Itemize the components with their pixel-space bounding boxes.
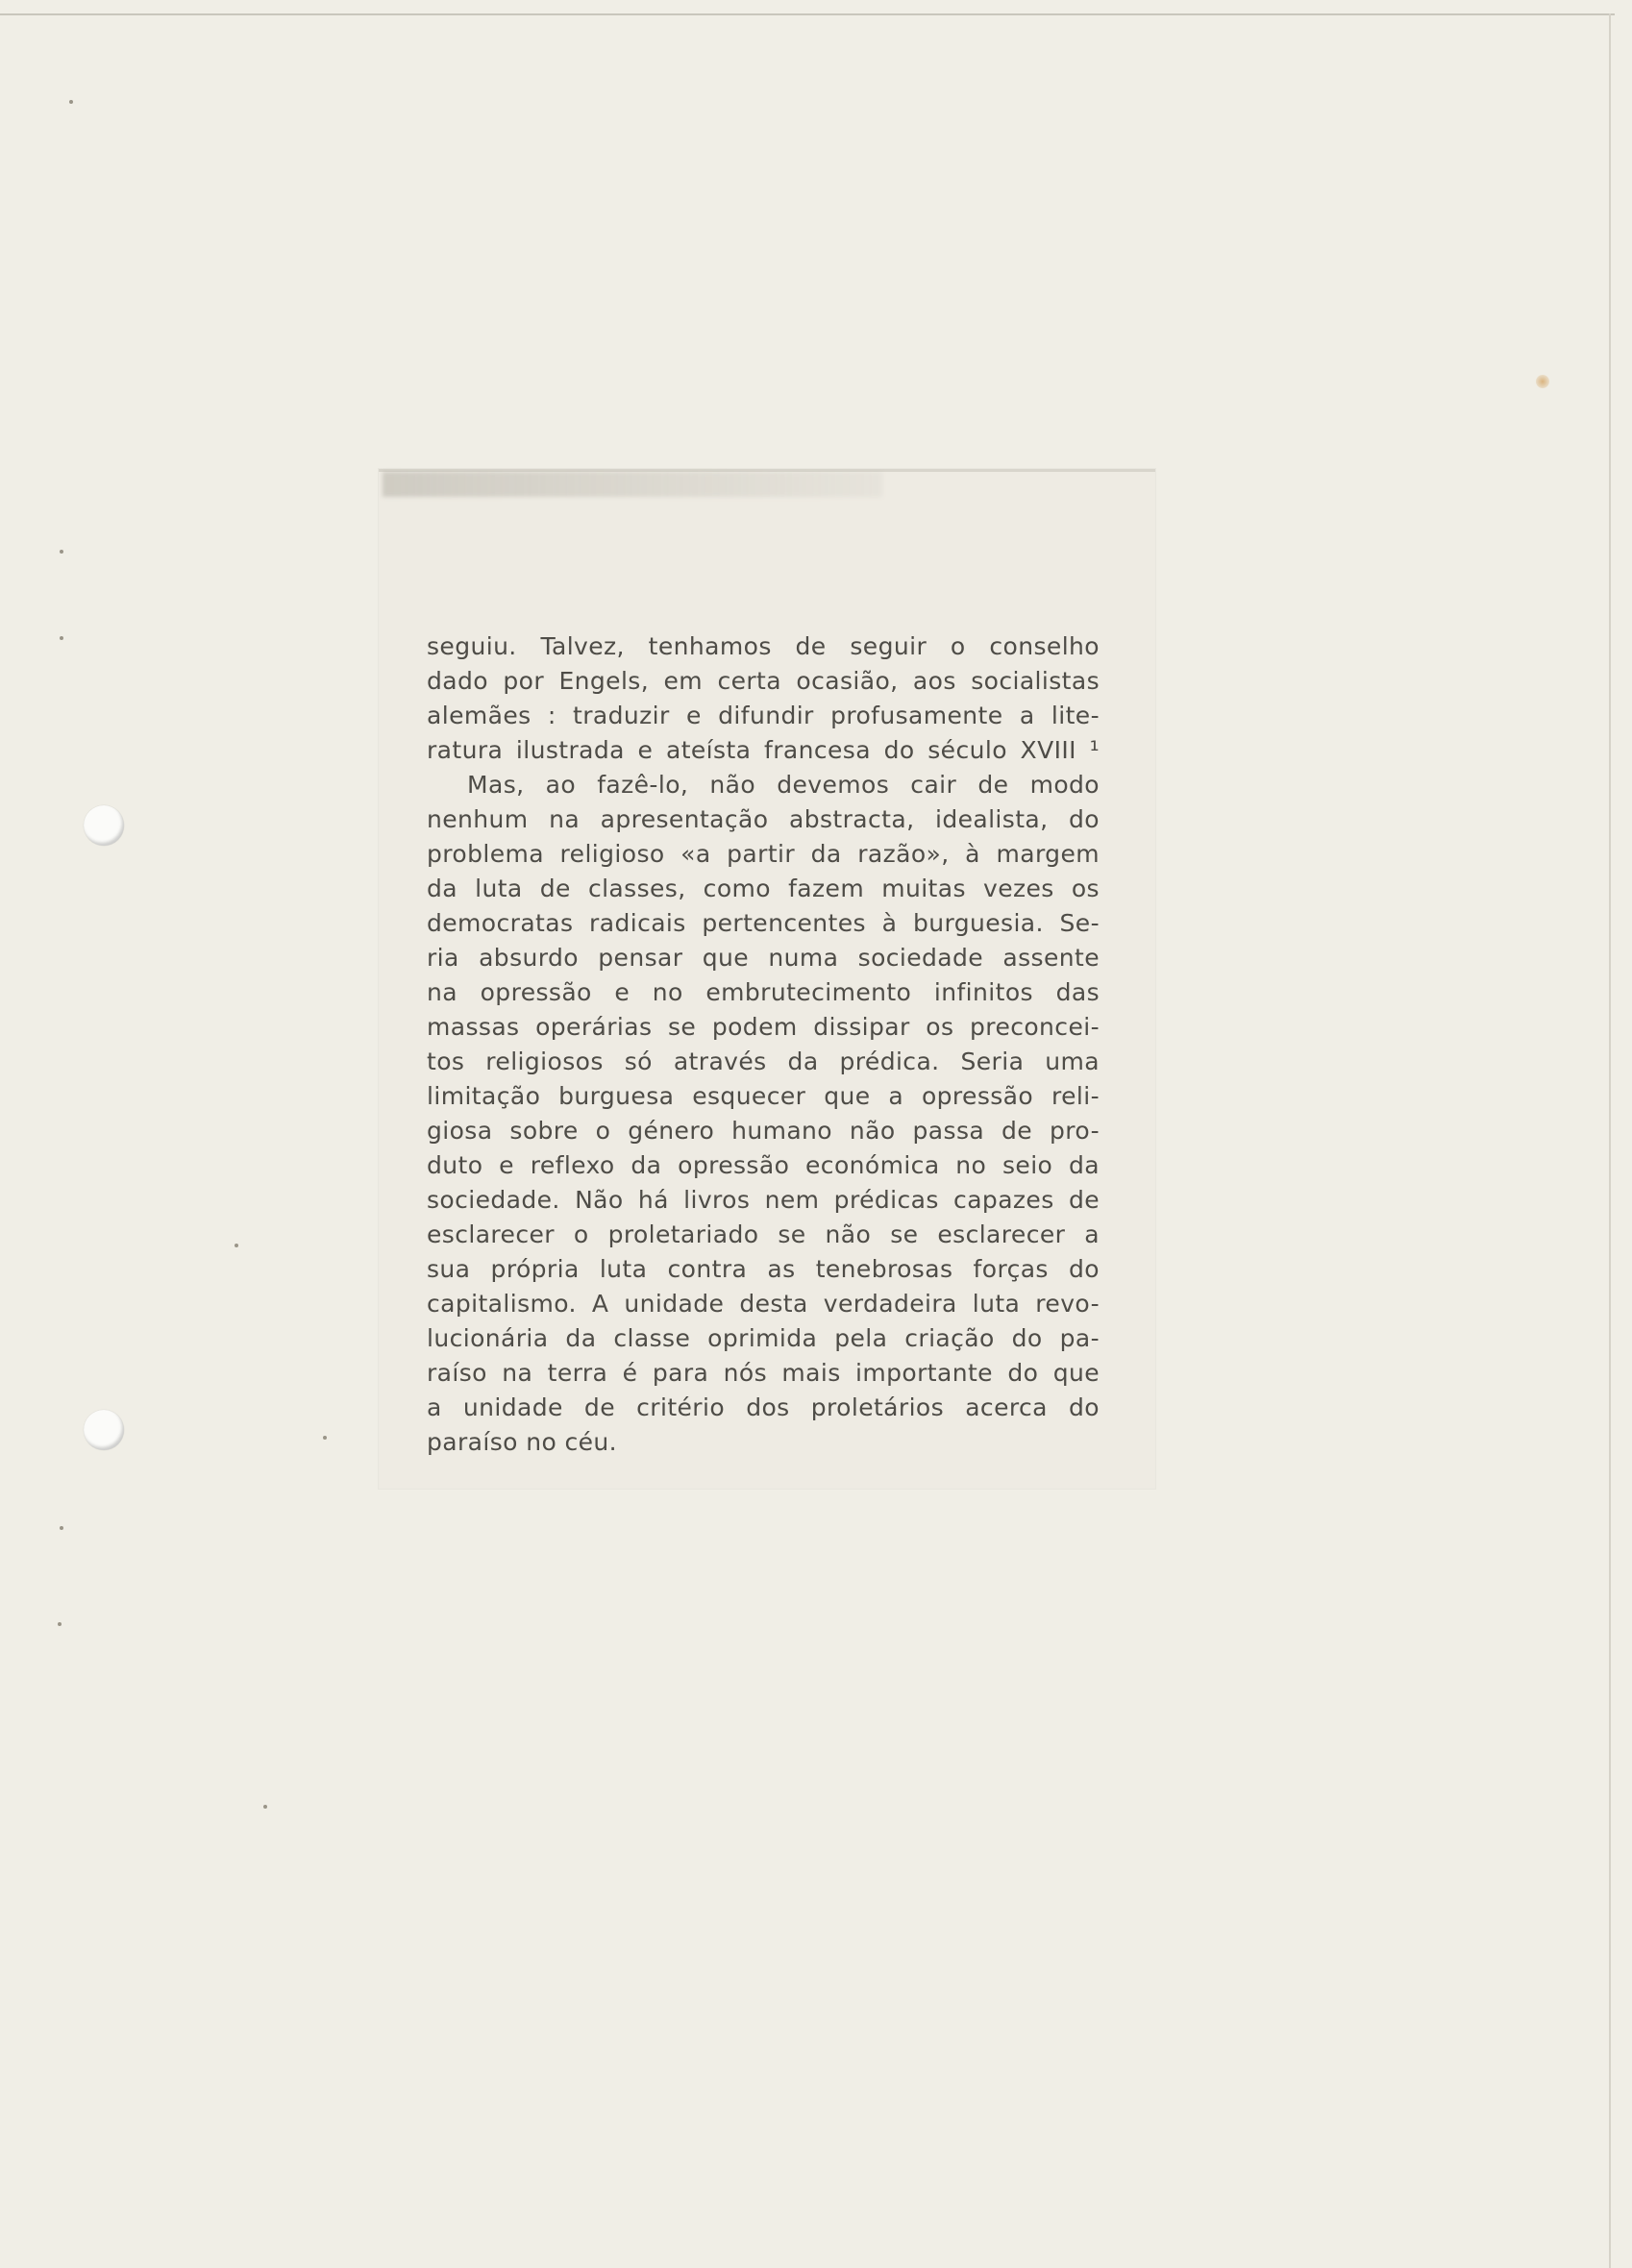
clipping-text-block	[427, 629, 1100, 1460]
text-line: na opressão e no embrutecimento infinitos das	[427, 978, 1100, 1006]
punch-hole-lower	[84, 1410, 124, 1450]
paper-speck	[323, 1436, 327, 1440]
text-line: seguiu. Talvez, tenhamos de seguir o conselho	[427, 632, 1100, 660]
text-line: sua própria luta contra as tenebrosas forças do	[427, 1255, 1100, 1283]
text-line: tos religiosos só através da prédica. Seria uma	[427, 1048, 1100, 1075]
text-line: problema religioso «a partir da razão», à margem	[427, 840, 1100, 868]
text-line: dado por Engels, em certa ocasião, aos socialistas	[427, 667, 1100, 695]
paper-speck	[69, 100, 73, 104]
text-line: massas operárias se podem dissipar os preconcei-	[427, 1013, 1100, 1041]
newspaper-clipping	[379, 469, 1155, 1489]
paper-speck	[60, 550, 63, 554]
text-line: paraíso no céu.	[427, 1428, 618, 1456]
paper-speck	[60, 1526, 63, 1530]
clipping-bleed-through	[383, 472, 882, 497]
text-line: alemães : traduzir e difundir profusamente a lite-	[427, 702, 1100, 729]
text-line: capitalismo. A unidade desta verdadeira luta revo-	[427, 1290, 1100, 1318]
text-line: limitação burguesa esquecer que a opressão reli-	[427, 1082, 1100, 1110]
text-line: esclarecer o proletariado se não se esclarecer a	[427, 1220, 1100, 1248]
paper-speck	[235, 1244, 238, 1247]
text-line: a unidade de critério dos proletários acerca do	[427, 1393, 1100, 1421]
paper-speck	[58, 1622, 62, 1626]
paper-top-edge	[0, 13, 1615, 15]
text-line: democratas radicais pertencentes à burguesia. Se-	[427, 909, 1100, 937]
text-line: duto e reflexo da opressão económica no seio da	[427, 1151, 1100, 1179]
paper-stain	[1536, 375, 1549, 388]
text-line: lucionária da classe oprimida pela criação do pa-	[427, 1324, 1100, 1352]
text-line: ratura ilustrada e ateísta francesa do século XVIII ¹	[427, 736, 1100, 764]
text-line: Mas, ao fazê-lo, não devemos cair de modo	[467, 771, 1100, 799]
text-line: raíso na terra é para nós mais importante do que	[427, 1359, 1100, 1387]
punch-hole-upper	[84, 805, 124, 846]
text-line: ria absurdo pensar que numa sociedade assente	[427, 944, 1100, 972]
paper-right-edge	[1609, 13, 1611, 2268]
text-line: da luta de classes, como fazem muitas vezes os	[427, 875, 1100, 902]
paper-speck	[60, 636, 63, 640]
text-line: sociedade. Não há livros nem prédicas capazes de	[427, 1186, 1100, 1214]
text-line: giosa sobre o género humano não passa de pro-	[427, 1117, 1100, 1145]
paper-speck	[263, 1805, 267, 1809]
text-line: nenhum na apresentação abstracta, idealista, do	[427, 805, 1100, 833]
